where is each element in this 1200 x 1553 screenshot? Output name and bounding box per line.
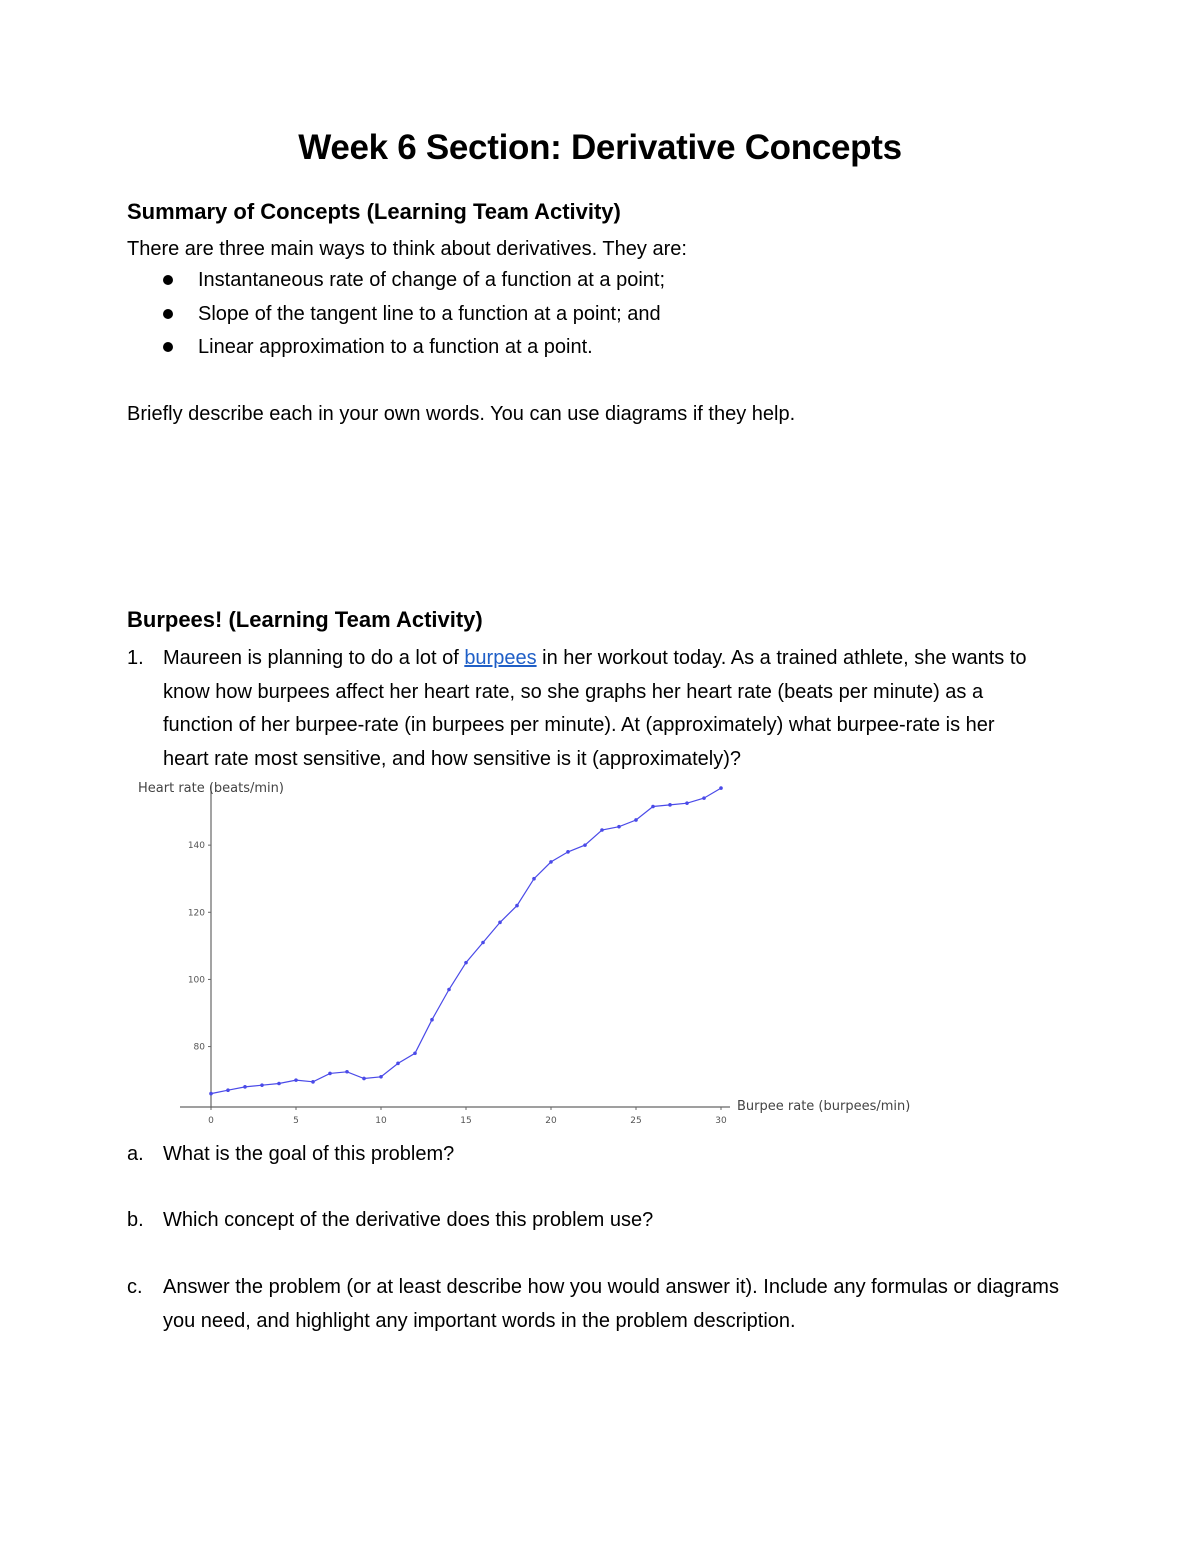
y-tick-label: 140 — [187, 841, 205, 852]
data-point — [583, 843, 587, 847]
data-point — [464, 961, 468, 965]
data-point — [362, 1077, 366, 1081]
burpees-link[interactable]: burpees — [464, 647, 537, 669]
data-point — [328, 1072, 332, 1076]
data-point — [685, 801, 689, 805]
data-point — [311, 1080, 315, 1084]
y-tick-label: 80 — [193, 1042, 205, 1053]
x-tick-label: 15 — [460, 1116, 472, 1126]
series-line-heart-rate — [211, 788, 721, 1094]
data-point — [702, 796, 706, 800]
data-point — [277, 1082, 281, 1086]
x-tick-label: 10 — [375, 1116, 387, 1126]
y-tick-label: 100 — [187, 975, 205, 986]
summary-instruction: Briefly describe each in your own words. You can use diagrams if they help. — [127, 403, 796, 425]
problem-text: Maureen is planning to do a lot of burpees in her workout today. As a trained athlete, she wants to know how burpees affect her heart rate, so she graphs her heart rate (beats per minute) as a function of her burpee-rate (in burpees per minute). At (approximately) what burpee-rate is her heart rate most sensitive, and how sensitive is it (approximately)? — [163, 647, 1027, 770]
data-point — [209, 1092, 213, 1096]
x-tick-label: 30 — [715, 1116, 727, 1126]
y-tick-label: 120 — [187, 908, 205, 919]
bullet-icon — [163, 275, 173, 285]
burpees-heading: Burpees! (Learning Team Activity) — [127, 607, 483, 632]
data-point — [617, 825, 621, 829]
question-letter: c. — [127, 1276, 143, 1298]
data-point — [668, 803, 672, 807]
x-tick-label: 25 — [630, 1116, 642, 1126]
bullet-icon — [163, 309, 173, 319]
x-axis-label: Burpee rate (burpees/min) — [737, 1099, 911, 1114]
data-point — [549, 860, 553, 864]
question-text: Answer the problem (or at least describe how you would answer it). Include any formulas or diagrams you need, and highlight any important words in the problem description. — [163, 1276, 1059, 1332]
data-point — [396, 1062, 400, 1066]
data-point — [345, 1070, 349, 1074]
data-point — [260, 1083, 264, 1087]
data-point — [600, 828, 604, 832]
summary-intro: There are three main ways to think about derivatives. They are: — [127, 238, 687, 260]
data-point — [481, 941, 485, 945]
data-point — [243, 1085, 247, 1089]
summary-heading: Summary of Concepts (Learning Team Activity) — [127, 199, 621, 224]
data-point — [566, 850, 570, 854]
problem-number: 1. — [127, 647, 144, 669]
data-point — [294, 1078, 298, 1082]
question-letter: a. — [127, 1143, 144, 1165]
question-letter: b. — [127, 1209, 144, 1231]
page-title: Week 6 Section: Derivative Concepts — [298, 128, 902, 167]
concept-item: Instantaneous rate of change of a function at a point; — [163, 266, 665, 300]
question-text: What is the goal of this problem? — [163, 1143, 455, 1165]
heart-rate-chart — [120, 770, 940, 1135]
data-point — [634, 818, 638, 822]
x-tick-label: 0 — [208, 1116, 214, 1126]
data-point — [532, 877, 536, 881]
x-tick-label: 20 — [545, 1116, 557, 1126]
data-point — [430, 1018, 434, 1022]
x-tick-label: 5 — [293, 1116, 299, 1126]
data-point — [515, 904, 519, 908]
y-axis-label: Heart rate (beats/min) — [138, 781, 284, 796]
question-text: Which concept of the derivative does this problem use? — [163, 1209, 654, 1231]
data-point — [719, 786, 723, 790]
data-point — [226, 1088, 230, 1092]
data-point — [447, 988, 451, 992]
data-point — [651, 805, 655, 809]
data-point — [413, 1051, 417, 1055]
concept-item: Linear approximation to a function at a point. — [163, 333, 665, 367]
data-point — [498, 921, 502, 925]
concept-list — [163, 266, 665, 367]
data-point — [379, 1075, 383, 1079]
bullet-icon — [163, 342, 173, 352]
concept-item: Slope of the tangent line to a function at a point; and — [163, 300, 665, 334]
